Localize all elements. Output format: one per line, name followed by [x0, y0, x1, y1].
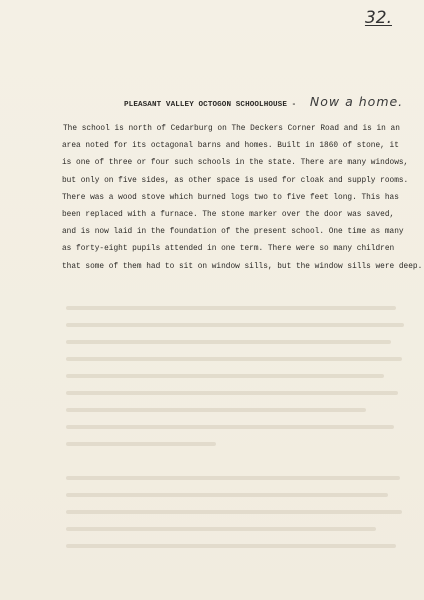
- body-paragraph: [62, 121, 423, 276]
- title-line: [124, 93, 403, 111]
- body-line: as forty-eight pupils attended in one term. There were so many children: [62, 245, 395, 254]
- body-line: been replaced with a furnace. The stone marker over the door was saved,: [62, 211, 395, 220]
- handwritten-annotation: Now a home.: [309, 94, 404, 109]
- body-line: area noted for its octagonal barns and homes. Built in 1860 of stone, it: [62, 142, 399, 151]
- body-line: The school is north of Cedarburg on The Deckers Corner Road and is in an: [63, 125, 400, 133]
- body-line: There was a wood stove which burned logs two to five feet long. This has: [62, 193, 399, 202]
- body-line: and is now laid in the foundation of the present school. One time as many: [62, 228, 404, 237]
- bleed-through-lines: [62, 302, 407, 562]
- page-number: 32.: [364, 8, 392, 28]
- document-title: PLEASANT VALLEY OCTOGON SCHOOLHOUSE -: [124, 101, 297, 109]
- bleed-through-texture: [62, 302, 407, 570]
- body-line: that some of them had to sit on window sills, but the window sills were deep.: [62, 262, 423, 271]
- body-line: is one of three or four such schools in the state. There are many windows,: [62, 159, 409, 168]
- body-line: but only on five sides, as other space is used for cloak and supply rooms.: [62, 176, 409, 185]
